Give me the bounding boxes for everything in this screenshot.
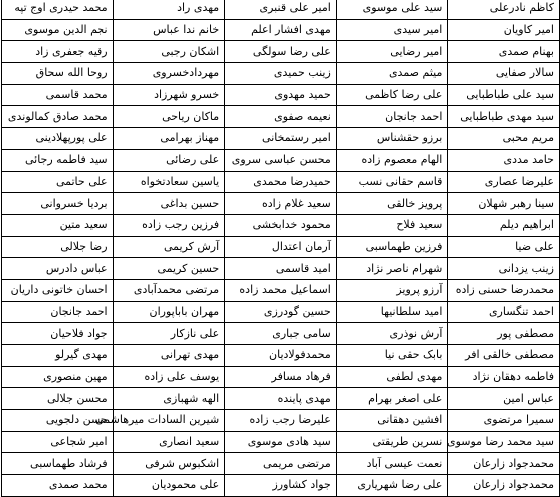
- name-cell: مهدی گیرلو: [2, 345, 114, 367]
- name-cell: سید فاطمه رجائی: [2, 149, 114, 171]
- name-cell: سید محمد رضا موسوی: [448, 431, 560, 453]
- name-cell: اسماعیل محمد زاده: [225, 279, 337, 301]
- name-cell: علی نازکار: [113, 323, 225, 345]
- name-cell: مریم محبی: [448, 128, 560, 150]
- name-cell: نعمت عیسی آباد: [336, 453, 448, 475]
- table-row: [2, 193, 560, 215]
- name-cell: مهناز بهرامی: [113, 128, 225, 150]
- name-cell: ابراهیم دیلم: [448, 214, 560, 236]
- table-row: [2, 0, 560, 19]
- name-cell: فرزین طهماسبی: [336, 236, 448, 258]
- name-cell: پرویز خالقی: [336, 193, 448, 215]
- name-cell: مهدی پاینده: [225, 388, 337, 410]
- name-cell: مصطفی خالقی افر: [448, 345, 560, 367]
- names-table: [1, 0, 560, 497]
- name-cell: مهین منصوری: [2, 366, 114, 388]
- table-row: [2, 19, 560, 41]
- name-cell: سمیرا مرتضوی: [448, 410, 560, 432]
- name-cell: میثم صمدی: [336, 63, 448, 85]
- table-row: [2, 301, 560, 323]
- name-cell: سید علی موسوی: [336, 0, 448, 19]
- name-cell: حامد مددی: [448, 149, 560, 171]
- table-row: [2, 258, 560, 280]
- name-cell: مهدی افشار اعلم: [225, 19, 337, 41]
- table-row: [2, 106, 560, 128]
- name-cell: اشکان رجبی: [113, 41, 225, 63]
- name-cell: امیر رستمخانی: [225, 128, 337, 150]
- name-cell: احمد جانجان: [336, 106, 448, 128]
- name-cell: امیر کاویان: [448, 19, 560, 41]
- name-cell: سعید انصاری: [113, 431, 225, 453]
- name-cell: کاظم نادرعلی: [448, 0, 560, 19]
- names-sheet: [1, 0, 559, 492]
- name-cell: شیرین السادات میرهاشمی: [113, 410, 225, 432]
- name-cell: الهه شهبازی: [113, 388, 225, 410]
- name-cell: محمدفولادیان: [225, 345, 337, 367]
- table-row: [2, 63, 560, 85]
- name-cell: سینا رهبر شهلان: [448, 193, 560, 215]
- table-row: [2, 431, 560, 453]
- name-cell: علیرضا رجب زاده: [225, 410, 337, 432]
- name-cell: علی رضا کاظمی: [336, 84, 448, 106]
- name-cell: اشکبوس شرفی: [113, 453, 225, 475]
- name-cell: فرزین رجب زاده: [113, 214, 225, 236]
- name-cell: قاسم حقانی نسب: [336, 171, 448, 193]
- name-cell: امیر سیدی: [336, 19, 448, 41]
- name-cell: حمیدرضا محمدی: [225, 171, 337, 193]
- name-cell: سعید فلاح: [336, 214, 448, 236]
- name-cell: نجم الدین موسوی: [2, 19, 114, 41]
- name-cell: علی محمودیان: [113, 475, 225, 497]
- name-cell: جواد فلاحیان: [2, 323, 114, 345]
- name-cell: بابک حقی نیا: [336, 345, 448, 367]
- name-cell: آرزو پرویز: [336, 279, 448, 301]
- name-cell: رقیه جعفری زاد: [2, 41, 114, 63]
- table-row: [2, 388, 560, 410]
- name-cell: علی رضائی: [113, 149, 225, 171]
- name-cell: سید علی طباطبایی: [448, 84, 560, 106]
- name-cell: محمد حیدری اوج تپه: [2, 0, 114, 19]
- name-cell: علی اصغر بهرام: [336, 388, 448, 410]
- name-cell: روحا الله سحاق: [2, 63, 114, 85]
- name-cell: حسین گودرزی: [225, 301, 337, 323]
- table-row: [2, 171, 560, 193]
- table-row: [2, 453, 560, 475]
- name-cell: امید سلطانیها: [336, 301, 448, 323]
- name-cell: حمید مهدوی: [225, 84, 337, 106]
- table-row: [2, 279, 560, 301]
- name-cell: سید هادی موسوی: [225, 431, 337, 453]
- table-row: [2, 84, 560, 106]
- name-cell: محمدجواد زارعان: [448, 475, 560, 497]
- name-cell: عباس دادرس: [2, 258, 114, 280]
- name-cell: احمد جانجان: [2, 301, 114, 323]
- name-cell: بردیا خسروانی: [2, 193, 114, 215]
- name-cell: علی پورپهلادینی: [2, 128, 114, 150]
- name-cell: علی ضیا: [448, 236, 560, 258]
- name-cell: احسان خاتونی داریان: [2, 279, 114, 301]
- table-row: [2, 149, 560, 171]
- name-cell: سالار صفایی: [448, 63, 560, 85]
- name-cell: مهدی لطفی: [336, 366, 448, 388]
- table-row: [2, 345, 560, 367]
- name-cell: علیرضا عصاری: [448, 171, 560, 193]
- name-cell: آرش نوذری: [336, 323, 448, 345]
- name-cell: یاسین سعادتخواه: [113, 171, 225, 193]
- name-cell: عباس امین: [448, 388, 560, 410]
- table-row: [2, 214, 560, 236]
- table-row: [2, 323, 560, 345]
- name-cell: زینب یزدانی: [448, 258, 560, 280]
- name-cell: محمد صادق کمالوندی: [2, 106, 114, 128]
- name-cell: امیر شجاعی: [2, 431, 114, 453]
- name-cell: محمد قاسمی: [2, 84, 114, 106]
- name-cell: ماکان ریاحی: [113, 106, 225, 128]
- name-cell: آرمان اعتدال: [225, 236, 337, 258]
- table-row: [2, 475, 560, 497]
- name-cell: مهدی راد: [113, 0, 225, 19]
- name-cell: مرتضی مریمی: [225, 453, 337, 475]
- name-cell: امیر علی قنبری: [225, 0, 337, 19]
- name-cell: احمد تنگساری: [448, 301, 560, 323]
- name-cell: محمد صمدی: [2, 475, 114, 497]
- name-cell: مهدی تهرانی: [113, 345, 225, 367]
- name-cell: نعیمه صفوی: [225, 106, 337, 128]
- name-cell: سعید متین: [2, 214, 114, 236]
- name-cell: الهام معصوم زاده: [336, 149, 448, 171]
- name-cell: محمود خدابخشی: [225, 214, 337, 236]
- name-cell: سید مهدی طباطبایی: [448, 106, 560, 128]
- name-cell: مهردادخسروی: [113, 63, 225, 85]
- name-cell: خسرو شهرزاد: [113, 84, 225, 106]
- name-cell: نسرین طریقتی: [336, 431, 448, 453]
- name-cell: افشین دهقانی: [336, 410, 448, 432]
- name-cell: سعید غلام زاده: [225, 193, 337, 215]
- name-cell: محسن عباسی سروی: [225, 149, 337, 171]
- name-cell: جواد کشاورز: [225, 475, 337, 497]
- name-cell: زینب حمیدی: [225, 63, 337, 85]
- name-cell: حسین بداغی: [113, 193, 225, 215]
- name-cell: محسن جلالی: [2, 388, 114, 410]
- name-cell: سامی جباری: [225, 323, 337, 345]
- name-cell: علی رضا سولگی: [225, 41, 337, 63]
- name-cell: فرهاد مسافر: [225, 366, 337, 388]
- table-row: [2, 366, 560, 388]
- table-row: [2, 128, 560, 150]
- name-cell: علی حاتمی: [2, 171, 114, 193]
- name-cell: شهرام ناصر نژاد: [336, 258, 448, 280]
- table-row: [2, 41, 560, 63]
- name-cell: آرش کریمی: [113, 236, 225, 258]
- name-cell: برزو حقشناس: [336, 128, 448, 150]
- name-cell: محمدرضا حسنی زاده: [448, 279, 560, 301]
- name-cell: رضا جلالی: [2, 236, 114, 258]
- name-cell: محمدجواد زارعان: [448, 453, 560, 475]
- name-cell: امیر رضایی: [336, 41, 448, 63]
- name-cell: مهران باباپوران: [113, 301, 225, 323]
- name-cell: یوسف علی زاده: [113, 366, 225, 388]
- name-cell: علی رضا شهریاری: [336, 475, 448, 497]
- name-cell: فاطمه دهقان نژاد: [448, 366, 560, 388]
- name-cell: مصطفی پور: [448, 323, 560, 345]
- name-cell: امید قاسمی: [225, 258, 337, 280]
- name-cell: خانم ندا عباس: [113, 19, 225, 41]
- name-cell: بهنام صمدی: [448, 41, 560, 63]
- name-cell: مرتضی محمدآبادی: [113, 279, 225, 301]
- name-cell: حسن دلجویی: [2, 410, 114, 432]
- name-cell: حسین کریمی: [113, 258, 225, 280]
- table-row: [2, 236, 560, 258]
- table-row: [2, 410, 560, 432]
- name-cell: فرشاد طهماسبی: [2, 453, 114, 475]
- names-table-body: [2, 0, 560, 496]
